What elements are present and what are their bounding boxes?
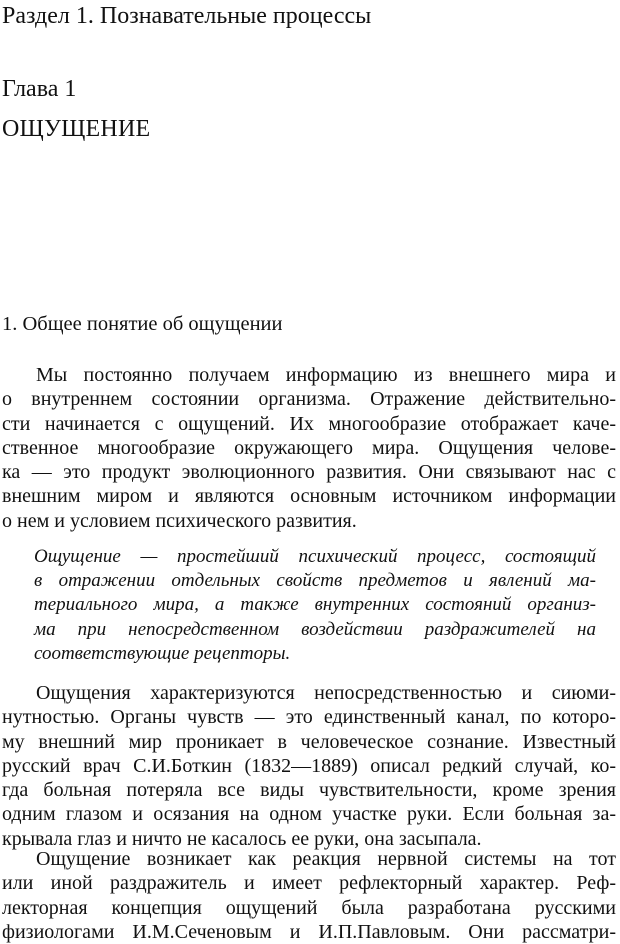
section-title: Раздел 1. Познавательные процессы	[2, 3, 372, 29]
chapter-title: ОЩУЩЕНИЕ	[2, 116, 151, 142]
paragraph-botkin	[2, 681, 616, 851]
text-line: ка — это продукт эволюционного развития. Они связывают нас с	[2, 461, 616, 484]
text-line: Мы постоянно получаем информацию из внешнего мира и	[36, 364, 616, 386]
text-line: му внешний мир проникает в человеческое сознание. Известный	[2, 730, 616, 753]
text-line: Ощущения характеризуются непосредственностью и сиюми-	[36, 682, 616, 704]
text-line: нутностью. Органы чувств — это единственный канал, по которо-	[2, 706, 616, 729]
definition-line: Ощущение — простейший психический процесс, состоящий	[34, 546, 596, 567]
text-line: о нем и условием психического развития.	[2, 509, 357, 532]
text-line: физиологами И.М.Сеченовым и И.П.Павловым. Они рассматри-	[2, 920, 616, 943]
text-line: крывала глаз и ничто не касалось ее руки, она засыпала.	[2, 827, 482, 850]
paragraph-reflex	[2, 847, 616, 944]
text-line: внешним миром и являются основным источником информации	[2, 485, 616, 508]
text-line: о внутреннем состоянии организма. Отражение действительно-	[2, 388, 616, 411]
text-line: гда больная потеряла все виды чувствительности, кроме зрения	[2, 779, 616, 802]
text-line: лекторная концепция ощущений была разработана русскими	[2, 896, 616, 919]
text-line: русский врач С.И.Боткин (1832—1889) описал редкий случай, ко-	[2, 754, 616, 777]
text-line: или иной раздражитель и имеет рефлекторный характер. Реф-	[2, 872, 616, 895]
text-line: сти начинается с ощущений. Их многообразие отображает каче-	[2, 412, 616, 435]
text-line: одним глазом и осязания на одном участке руки. Если больная за-	[2, 803, 616, 826]
text-line: Ощущение возникает как реакция нервной системы на тот	[36, 848, 616, 870]
definition-block	[34, 545, 596, 666]
subsection-title: 1. Общее понятие об ощущении	[2, 313, 283, 335]
chapter-label: Глава 1	[2, 76, 77, 102]
definition-line: в отражении отдельных свойств предметов и явлений ма-	[34, 570, 596, 592]
definition-line: ма при непосредственном воздействии раздражителей на	[34, 618, 596, 640]
paragraph-intro	[2, 363, 616, 533]
definition-line: териального мира, а также внутренних состояний организ-	[34, 594, 596, 616]
text-line: ственное многообразие окружающего мира. Ощущения челове-	[2, 436, 616, 459]
definition-line: соответствующие рецепторы.	[34, 642, 291, 664]
